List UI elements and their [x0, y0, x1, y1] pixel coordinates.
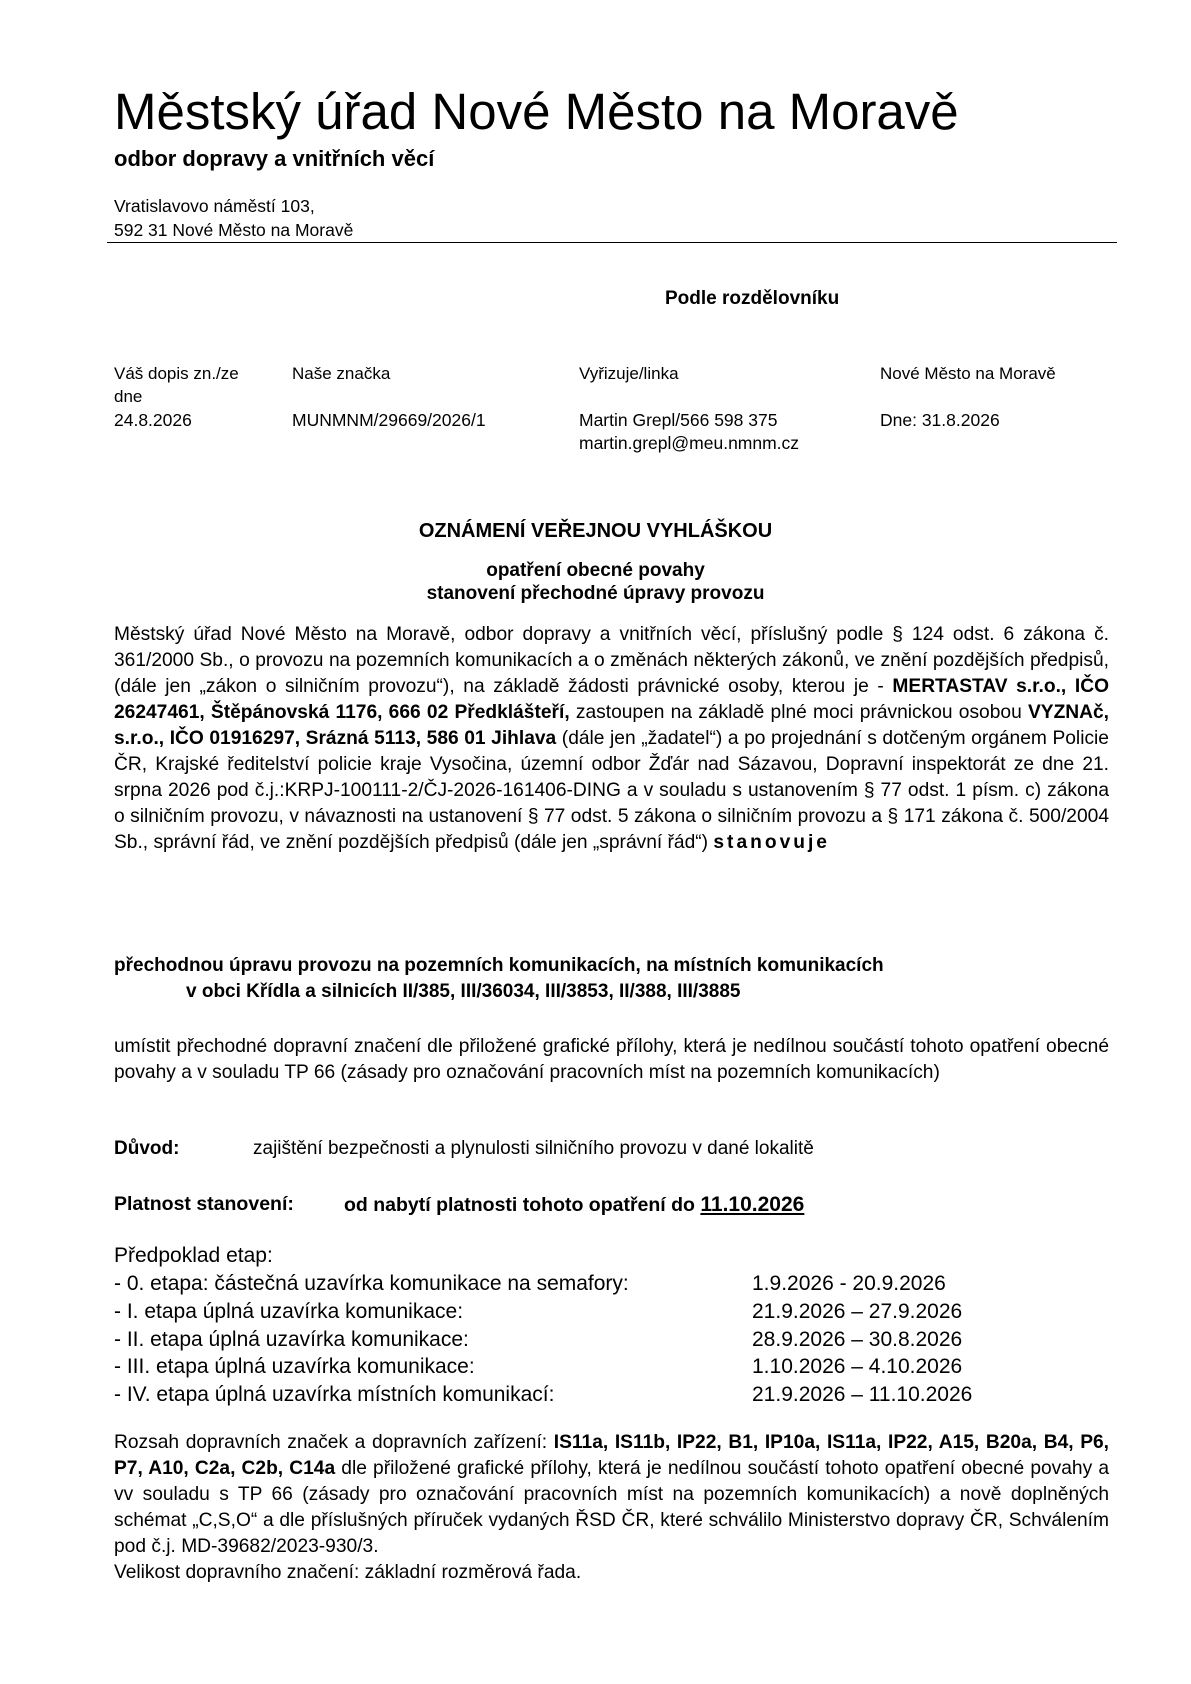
reason-text: zajištění bezpečnosti a plynulosti silničního provozu v dané lokalitě: [253, 1138, 814, 1159]
recipient: Podle rozdělovníku: [665, 288, 840, 309]
stage-name: - III. etapa úplná uzavírka komunikace:: [114, 1355, 475, 1378]
ref-our-ref-value: MUNMNM/29669/2026/1: [292, 410, 486, 430]
ref-handled-by-label: Vyřizuje/linka: [579, 364, 679, 383]
intro-text-2: zastoupen na základě plné moci právnickou osobou: [569, 702, 1028, 723]
signs-list-bold: IS11a, IS11b, IP22, B1, IP10a, IS11a, IP22, A15, B20a, B4, P6, P7, A10, C2a, C2b, C14a: [114, 1432, 1110, 1479]
document-subtitle-2: stanovení přechodné úpravy provozu: [426, 583, 765, 604]
signs-text-2: dle přiložené grafické přílohy, která je nedílnou součástí tohoto opatření obecné povahy a vv souladu s TP 66 (zásady pro označování pracovních míst na pozemních komunikacích) a nově doplněných schémat „C,S,O“ a dle příslušných příruček vydaných ŘSD ČR, které schválilo Ministerstvo dopravy ČR, Schválením pod č.j. MD-39682/2023-930/3.: [114, 1458, 1110, 1557]
stage-name: - 0. etapa: částečná uzavírka komunikace na semafory:: [114, 1272, 629, 1295]
header-divider: [107, 242, 1117, 243]
placement-paragraph: umístit přechodné dopravní značení dle přiložené grafické přílohy, která je nedílnou součástí tohoto opatření obecné povahy a v souladu TP 66 (zásady pro označování pracovních míst na pozemních komunikacích): [114, 1036, 1109, 1083]
ref-your-letter-value: 24.8.2026: [114, 410, 192, 430]
ref-handled-by-email: martin.grepl@meu.nmnm.cz: [579, 433, 800, 453]
ref-handled-by-value: Martin Grepl/566 598 375: [579, 410, 778, 430]
org-title: Městský úřad Nové Město na Moravě: [114, 83, 959, 140]
subject-line-1: přechodnou úpravu provozu na pozemních komunikacích, na místních komunikacích: [114, 955, 884, 976]
signs-text-1: Rozsah dopravních značek a dopravních zařízení:: [114, 1432, 554, 1453]
subject-line-2: v obci Křídla a silnicích II/385, III/36034, III/3853, II/388, III/3885: [186, 981, 741, 1002]
document-subtitle-1: opatření obecné povahy: [486, 560, 705, 581]
stage-name: - I. etapa úplná uzavírka komunikace:: [114, 1300, 464, 1323]
ref-our-ref-label: Naše značka: [292, 364, 391, 383]
validity-text: [344, 1193, 804, 1217]
address-line-1: Vratislavovo náměstí 103,: [114, 196, 315, 216]
ref-date-value: Dne: 31.8.2026: [880, 410, 1000, 430]
stage-dates: 1.10.2026 – 4.10.2026: [752, 1355, 963, 1378]
intro-text-1: Městský úřad Nové Město na Moravě, odbor dopravy a vnitřních věcí, příslušný podle § 124 odst. 6 zákona č. 361/2000 Sb., o provozu na pozemních komunikacích a o změnách některých zákonů, ve znění pozdějších předpisů, (dále jen „zákon o silničním provozu“), na základě žádosti právnické osoby, kterou je -: [114, 624, 1109, 697]
reason-label: Důvod:: [114, 1138, 180, 1159]
decision-verb: stanovuje: [713, 832, 830, 853]
stage-dates: 1.9.2026 - 20.9.2026: [752, 1272, 946, 1295]
representative-bold: VYZNAč, s.r.o., IČO 01916297, Srázná 5113, 586 01 Jihlava: [114, 702, 1110, 749]
org-department: odbor dopravy a vnitřních věcí: [114, 146, 435, 171]
intro-paragraph: [114, 622, 1109, 856]
stage-name: - IV. etapa úplná uzavírka místních komunikací:: [114, 1383, 555, 1406]
stage-dates: 21.9.2026 – 27.9.2026: [752, 1300, 963, 1323]
validity-label: Platnost stanovení:: [114, 1193, 294, 1215]
ref-place-label: Nové Město na Moravě: [880, 364, 1056, 383]
signs-size: Velikost dopravního značení: základní rozměrová řada.: [114, 1562, 582, 1583]
document-title: OZNÁMENÍ VEŘEJNOU VYHLÁŠKOU: [418, 520, 773, 542]
stage-dates: 21.9.2026 – 11.10.2026: [752, 1383, 973, 1406]
validity-prefix: od nabytí platnosti tohoto opatření do: [344, 1194, 701, 1216]
address-line-2: 592 31 Nové Město na Moravě: [114, 220, 354, 240]
ref-your-letter-label: Váš dopis zn./ze dne: [114, 364, 239, 406]
stage-dates: 28.9.2026 – 30.8.2026: [752, 1328, 963, 1351]
stage-name: - II. etapa úplná uzavírka komunikace:: [114, 1328, 469, 1351]
signs-paragraph: [114, 1430, 1109, 1586]
stages-title: Předpoklad etap:: [114, 1244, 273, 1267]
intro-text-3: (dále jen „žadatel“) a po projednání s dotčeným orgánem Policie ČR, Krajské ředitelství policie kraje Vysočina, územní odbor Žďár nad Sázavou, Dopravní inspektorát ze dne 21. srpna 2026 pod č.j.:KRPJ-100111-2/ČJ-2026-161406-DING a v souladu s ustanovením § 77 odst. 1 písm. c) zákona o silničním provozu, v návaznosti na ustanovení § 77 odst. 5 zákona o silničním provozu a § 171 zákona č. 500/2004 Sb., správní řád, ve znění pozdějších předpisů (dále jen „správní řád“): [114, 728, 1109, 853]
applicant-bold: MERTASTAV s.r.o., IČO 26247461, Štěpánovská 1176, 666 02 Předklášteří,: [114, 676, 1109, 723]
validity-date: 11.10.2026: [700, 1193, 805, 1216]
